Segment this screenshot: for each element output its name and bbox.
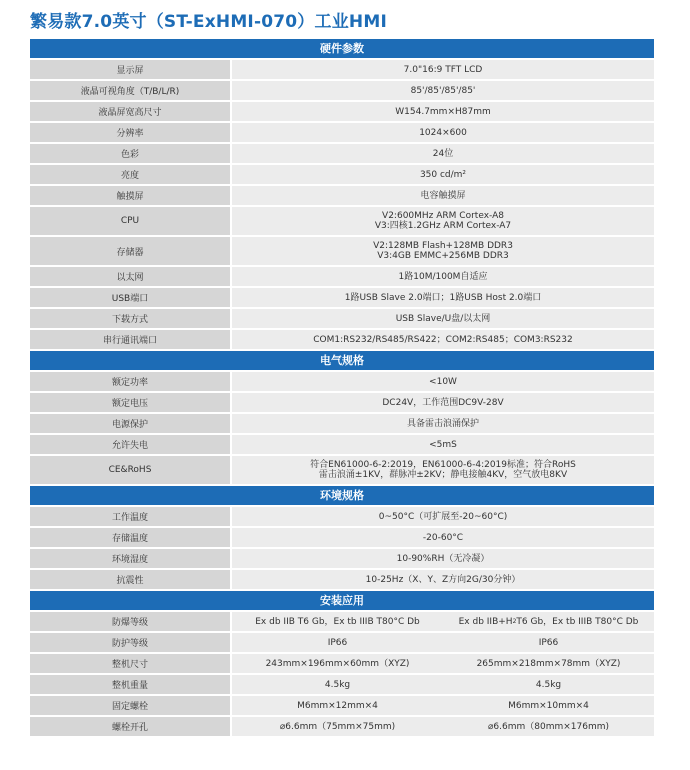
row-label: 工作温度 bbox=[30, 507, 230, 526]
row-label: 整机重量 bbox=[30, 675, 230, 694]
table-row bbox=[30, 414, 654, 433]
table-row bbox=[30, 60, 654, 79]
row-value: 7.0"16:9 TFT LCD bbox=[232, 60, 654, 79]
value-left: IP66 bbox=[327, 637, 348, 648]
row-label: 螺栓开孔 bbox=[30, 717, 230, 736]
value-right: IP66 bbox=[538, 637, 559, 648]
value-right: 265mm×218mm×78mm（XYZ) bbox=[476, 658, 621, 669]
row-label: 串行通讯端口 bbox=[30, 330, 230, 349]
value-left: 4.5kg bbox=[324, 679, 351, 690]
row-value bbox=[232, 612, 654, 631]
table-row bbox=[30, 654, 654, 673]
table-row bbox=[30, 612, 654, 631]
value-right: Ex db IIB+H 2 T6 Gb，Ex tb IIIB T80°C Db bbox=[458, 616, 639, 627]
table-row bbox=[30, 237, 654, 265]
table-row bbox=[30, 528, 654, 547]
row-label: 存储温度 bbox=[30, 528, 230, 547]
table-row bbox=[30, 372, 654, 391]
table-row bbox=[30, 288, 654, 307]
table-row bbox=[30, 717, 654, 736]
row-label: 额定电压 bbox=[30, 393, 230, 412]
value-line: V2:128MB Flash+128MB DDR3 bbox=[373, 241, 513, 251]
row-value bbox=[232, 654, 654, 673]
row-label: 触摸屏 bbox=[30, 186, 230, 205]
row-label: 环境湿度 bbox=[30, 549, 230, 568]
row-value: 10-25Hz（X、Y、Z方向2G/30分钟） bbox=[232, 570, 654, 589]
row-value: 电容触摸屏 bbox=[232, 186, 654, 205]
table-row bbox=[30, 675, 654, 694]
row-value: 24位 bbox=[232, 144, 654, 163]
row-value: <5mS bbox=[232, 435, 654, 454]
table-row bbox=[30, 696, 654, 715]
value-line: V2:600MHz ARM Cortex-A8 bbox=[382, 211, 504, 221]
row-label: 整机尺寸 bbox=[30, 654, 230, 673]
table-row bbox=[30, 165, 654, 184]
row-label: 固定螺栓 bbox=[30, 696, 230, 715]
row-label: 亮度 bbox=[30, 165, 230, 184]
value-line: 雷击浪涌±1KV，群脉冲±2KV；静电接触4KV，空气放电8KV bbox=[318, 470, 568, 480]
section-header-environment: 环境规格 bbox=[30, 486, 654, 505]
row-value: <10W bbox=[232, 372, 654, 391]
value-line: 符合EN61000-6-2:2019，EN61000-6-4:2019标准；符合RoHS bbox=[310, 460, 576, 470]
row-label: 抗震性 bbox=[30, 570, 230, 589]
table-row bbox=[30, 549, 654, 568]
table-row bbox=[30, 267, 654, 286]
row-value: 10-90%RH（无冷凝） bbox=[232, 549, 654, 568]
row-value: 350 cd/m² bbox=[232, 165, 654, 184]
row-label: 防护等级 bbox=[30, 633, 230, 652]
row-value: -20-60°C bbox=[232, 528, 654, 547]
row-label: 色彩 bbox=[30, 144, 230, 163]
row-value: 1路USB Slave 2.0端口；1路USB Host 2.0端口 bbox=[232, 288, 654, 307]
value-right-part: T6 Gb，Ex tb IIIB T80°C Db bbox=[516, 616, 639, 627]
row-value: 0~50°C（可扩展至-20~60°C) bbox=[232, 507, 654, 526]
table-row bbox=[30, 435, 654, 454]
table-row bbox=[30, 81, 654, 100]
row-label: 允许失电 bbox=[30, 435, 230, 454]
row-label: 以太网 bbox=[30, 267, 230, 286]
value-left: Ex db IIB T6 Gb，Ex tb IIIB T80°C Db bbox=[255, 616, 420, 627]
table-row bbox=[30, 207, 654, 235]
table-row bbox=[30, 393, 654, 412]
table-row bbox=[30, 102, 654, 121]
row-label: 电源保护 bbox=[30, 414, 230, 433]
value-right: M6mm×10mm×4 bbox=[508, 700, 589, 711]
row-value bbox=[232, 237, 654, 265]
value-right: 4.5kg bbox=[535, 679, 562, 690]
row-value: 1024×600 bbox=[232, 123, 654, 142]
section-header-electrical: 电气规格 bbox=[30, 351, 654, 370]
row-value bbox=[232, 456, 654, 484]
row-label: 液晶可视角度（T/B/L/R) bbox=[30, 81, 230, 100]
value-line: V3:4GB EMMC+256MB DDR3 bbox=[377, 251, 509, 261]
row-label: 液晶屏宽高尺寸 bbox=[30, 102, 230, 121]
row-value: DC24V，工作范围DC9V-28V bbox=[232, 393, 654, 412]
row-value bbox=[232, 207, 654, 235]
row-value bbox=[232, 696, 654, 715]
row-value: USB Slave/U盘/以太网 bbox=[232, 309, 654, 328]
page-title: 繁易款7.0英寸（ST-ExHMI-070）工业HMI bbox=[30, 12, 387, 32]
table-row bbox=[30, 633, 654, 652]
row-value bbox=[232, 633, 654, 652]
table-row bbox=[30, 309, 654, 328]
row-label: 存储器 bbox=[30, 237, 230, 265]
row-value: COM1:RS232/RS485/RS422；COM2:RS485；COM3:RS232 bbox=[232, 330, 654, 349]
spec-table bbox=[30, 39, 654, 738]
row-label: 分辨率 bbox=[30, 123, 230, 142]
row-value bbox=[232, 717, 654, 736]
table-row bbox=[30, 330, 654, 349]
table-row bbox=[30, 456, 654, 484]
table-row bbox=[30, 507, 654, 526]
row-value: 具备雷击浪涌保护 bbox=[232, 414, 654, 433]
value-right-part: Ex db IIB+H bbox=[458, 616, 513, 627]
table-row bbox=[30, 186, 654, 205]
row-label: USB端口 bbox=[30, 288, 230, 307]
row-label: 下载方式 bbox=[30, 309, 230, 328]
row-label: CPU bbox=[30, 207, 230, 235]
row-label: CE&RoHS bbox=[30, 456, 230, 484]
table-row bbox=[30, 144, 654, 163]
row-label: 显示屏 bbox=[30, 60, 230, 79]
row-label: 防爆等级 bbox=[30, 612, 230, 631]
row-value: 1路10M/100M自适应 bbox=[232, 267, 654, 286]
row-label: 额定功率 bbox=[30, 372, 230, 391]
table-row bbox=[30, 123, 654, 142]
value-left: M6mm×12mm×4 bbox=[297, 700, 378, 711]
value-left: 243mm×196mm×60mm（XYZ) bbox=[265, 658, 410, 669]
section-header-hardware: 硬件参数 bbox=[30, 39, 654, 58]
table-row bbox=[30, 570, 654, 589]
value-right: ⌀6.6mm（80mm×176mm) bbox=[487, 721, 610, 732]
row-value bbox=[232, 675, 654, 694]
row-value: W154.7mm×H87mm bbox=[232, 102, 654, 121]
value-left: ⌀6.6mm（75mm×75mm) bbox=[279, 721, 396, 732]
value-line: V3:四核1.2GHz ARM Cortex-A7 bbox=[374, 221, 512, 231]
section-header-installation: 安装应用 bbox=[30, 591, 654, 610]
row-value: 85'/85'/85'/85' bbox=[232, 81, 654, 100]
